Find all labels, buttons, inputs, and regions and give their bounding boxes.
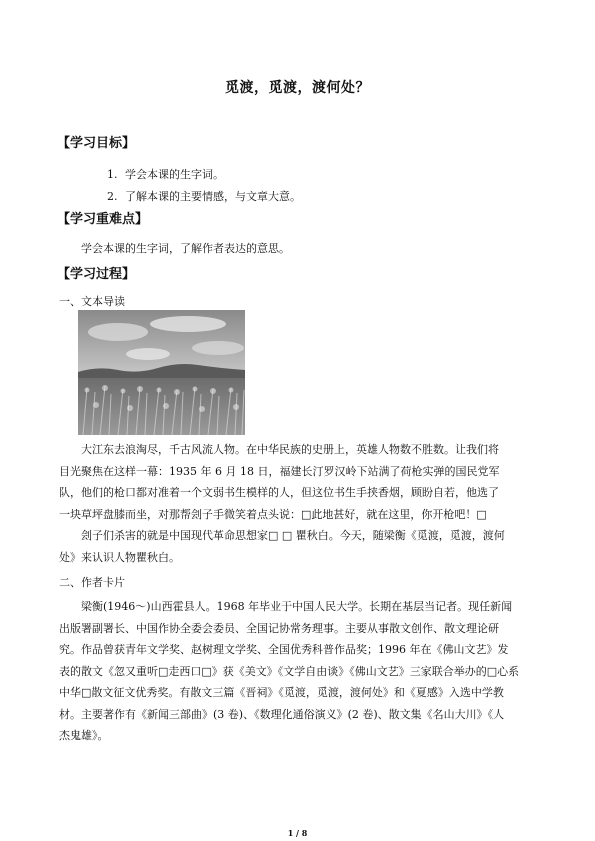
goal-text: 了解本课的主要情感，与文章大意。: [125, 190, 301, 203]
process-heading: 【学习过程】: [57, 267, 136, 282]
text-line: 中华□散文征文优秀奖。有散文三篇《晋祠》《觅渡，觅渡，渡何处》和《夏感》入选中学教: [59, 686, 504, 699]
section-heading-text-guide: 一、文本导读: [59, 295, 125, 308]
text-line: 队，他们的枪口都对准着一个文弱书生模样的人，但这位书生手挟香烟，顾盼自若，他选了: [59, 486, 499, 499]
text-line: 表的散文《忽又重听□走西口□》获《美文》《文学自由谈》《佛山文艺》三家联合举办的□心系: [59, 664, 520, 678]
key-points-heading: 【学习重难点】: [57, 212, 149, 227]
text-line: 梁衡(1946～)山西霍县人。1968 年毕业于中国人民大学。长期在基层当记者。现任新闻: [81, 600, 513, 613]
author-paragraph: [59, 596, 538, 747]
text-line: 目光聚焦在这样一幕：1935 年 6 月 18 日，福建长汀罗汉岭下站满了荷枪实弹的国民党军: [59, 464, 500, 478]
text-line: 材。主要著作有《新闻三部曲》(3 卷)、《数理化通俗演义》(2 卷)、散文集《名山大川》《人: [59, 707, 505, 721]
text-line: 一块草坪盘膝而坐，对那帮刽子手微笑着点头说：□此地甚好，就在这里，你开枪吧！□: [59, 507, 487, 521]
page-number: 1 / 8: [287, 828, 308, 838]
goal-number: 2.: [107, 190, 118, 203]
intro-paragraph: [59, 439, 538, 525]
goals-heading: 【学习目标】: [57, 136, 136, 151]
text-line: 处》来认识人物瞿秋白。: [59, 550, 180, 564]
goal-text: 学会本课的生字词。: [125, 168, 224, 181]
key-points-text: 学会本课的生字词，了解作者表达的意思。: [81, 242, 290, 255]
text-line: 究。作品曾获青年文学奖、赵树理文学奖、全国优秀科普作品奖；1996 年在《佛山文艺》发: [59, 643, 509, 656]
landscape-photo: [78, 310, 245, 435]
goal-number: 1.: [107, 168, 118, 181]
text-line: 杰鬼雄》。: [59, 729, 109, 742]
goal-item: [107, 188, 301, 204]
text-line: 大江东去浪淘尽，千古风流人物。在中华民族的史册上，英雄人物数不胜数。让我们将: [81, 443, 499, 456]
page-title: 觅渡，觅渡，渡何处？: [225, 80, 370, 96]
goal-item: [107, 166, 224, 182]
text-line: 出版署副署长、中国作协全委会委员、全国记协常务理事。主要从事散文创作、散文理论研: [59, 621, 499, 635]
section-heading-author-card: 二、作者卡片: [59, 576, 125, 589]
intro-paragraph-2: [59, 525, 538, 568]
text-line: 刽子们杀害的就是中国现代革命思想家□ □ 瞿秋白。今天，随梁衡《觅渡，觅渡，渡何: [81, 529, 505, 542]
